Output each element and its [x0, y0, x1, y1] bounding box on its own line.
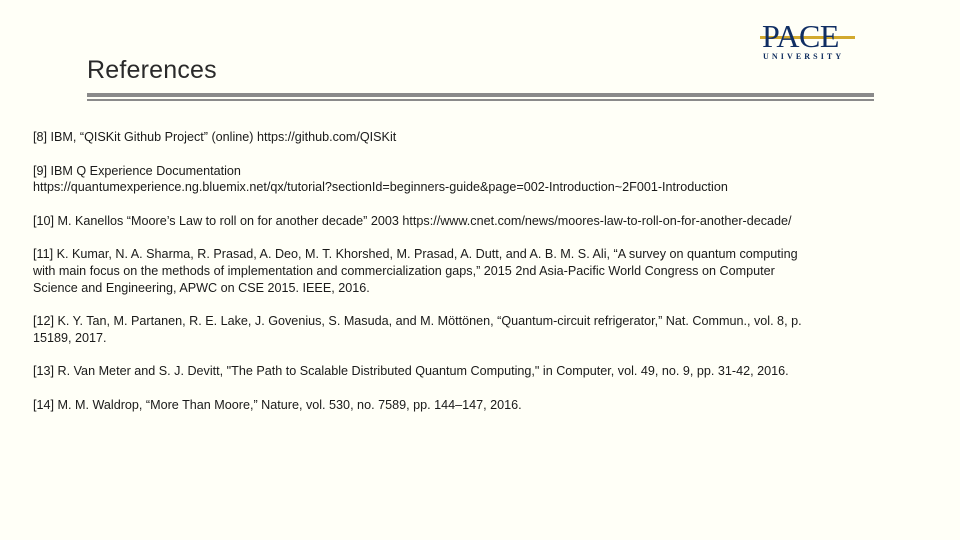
page-title: References: [87, 56, 217, 84]
reference-line: [10] M. Kanellos “Moore’s Law to roll on for another decade” 2003 https://www.cnet.com/news/moores-law-to-roll-on-for-another-decade/: [33, 213, 792, 228]
reference-item: [33, 163, 913, 196]
reference-item: [33, 397, 913, 414]
reference-item: [33, 213, 913, 230]
reference-line: with main focus on the methods of implementation and commercialization gaps,” 2015 2nd Asia-Pacific World Congress on Computer: [33, 263, 775, 278]
logo-wordmark: PACE: [762, 18, 839, 54]
reference-line: 15189, 2017.: [33, 330, 107, 345]
divider-thin: [87, 99, 874, 101]
reference-line: [14] M. M. Waldrop, “More Than Moore,” Nature, vol. 530, no. 7589, pp. 144–147, 2016.: [33, 397, 522, 412]
reference-line: [13] R. Van Meter and S. J. Devitt, "The Path to Scalable Distributed Quantum Computing," in Computer, vol. 49, no. 9, pp. 31-42, 2016.: [33, 364, 789, 379]
reference-item: [33, 363, 913, 380]
reference-line: [8] IBM, “QISKit Github Project” (online) https://github.com/QISKit: [33, 130, 397, 144]
logo-subtitle: UNIVERSITY: [763, 52, 845, 61]
title-divider: [87, 93, 874, 101]
reference-item: [33, 246, 913, 296]
reference-line: [9] IBM Q Experience Documentation: [33, 163, 241, 178]
reference-line: [11] K. Kumar, N. A. Sharma, R. Prasad, A. Deo, M. T. Khorshed, M. Prasad, A. Dutt, and A. B. M. S. Ali, “A survey on quantum computing: [33, 247, 798, 262]
reference-line: Science and Engineering, APWC on CSE 2015. IEEE, 2016.: [33, 280, 370, 295]
reference-list: [33, 129, 913, 414]
reference-line: https://quantumexperience.ng.bluemix.net/qx/tutorial?sectionId=beginners-guide&page=002-Introduction~2F001-Introduction: [33, 180, 728, 195]
reference-line: [12] K. Y. Tan, M. Partanen, R. E. Lake, J. Govenius, S. Masuda, and M. Möttönen, “Quantum-circuit refrigerator,” Nat. Commun., vol. 8, p.: [33, 314, 802, 329]
reference-item: [33, 129, 913, 146]
reference-item: [33, 313, 913, 346]
